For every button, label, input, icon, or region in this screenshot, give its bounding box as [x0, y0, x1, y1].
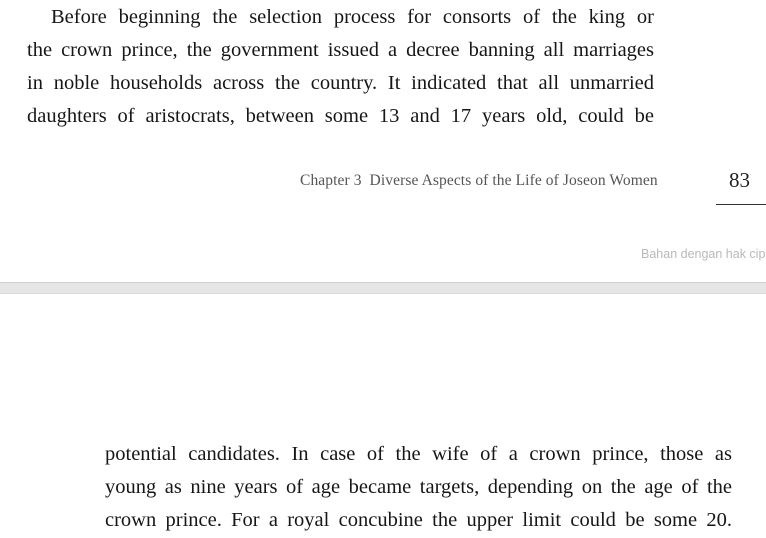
page-separator [0, 282, 766, 294]
copyright-watermark: Bahan dengan hak cip [641, 247, 766, 261]
page-body-text [105, 438, 732, 537]
text-line: Before beginning the selection process for consorts of the king or [51, 6, 654, 28]
text-line: daughters of aristocrats, between some 13 and 17 years old, could be [27, 105, 654, 127]
text-line: in noble households across the country. It indicated that all unmarried [27, 72, 654, 94]
running-footer [300, 172, 658, 190]
text-line: crown prince. For a royal concubine the upper limit could be some 20. [105, 509, 732, 531]
footer-chapter: Chapter 3 [300, 172, 362, 189]
text-line: the crown prince, the government issued a decree banning all marriages [27, 39, 654, 61]
book-page-bottom [0, 294, 766, 538]
page-number: 83 [729, 168, 750, 192]
page-number-rule [716, 204, 766, 205]
text-line: potential candidates. In case of the wife of a crown prince, those as [105, 443, 732, 465]
footer-chapter-title: Diverse Aspects of the Life of Joseon Women [369, 172, 658, 189]
page-body-text [27, 1, 654, 133]
text-line: young as nine years of age became targets, depending on the age of the [105, 476, 732, 498]
